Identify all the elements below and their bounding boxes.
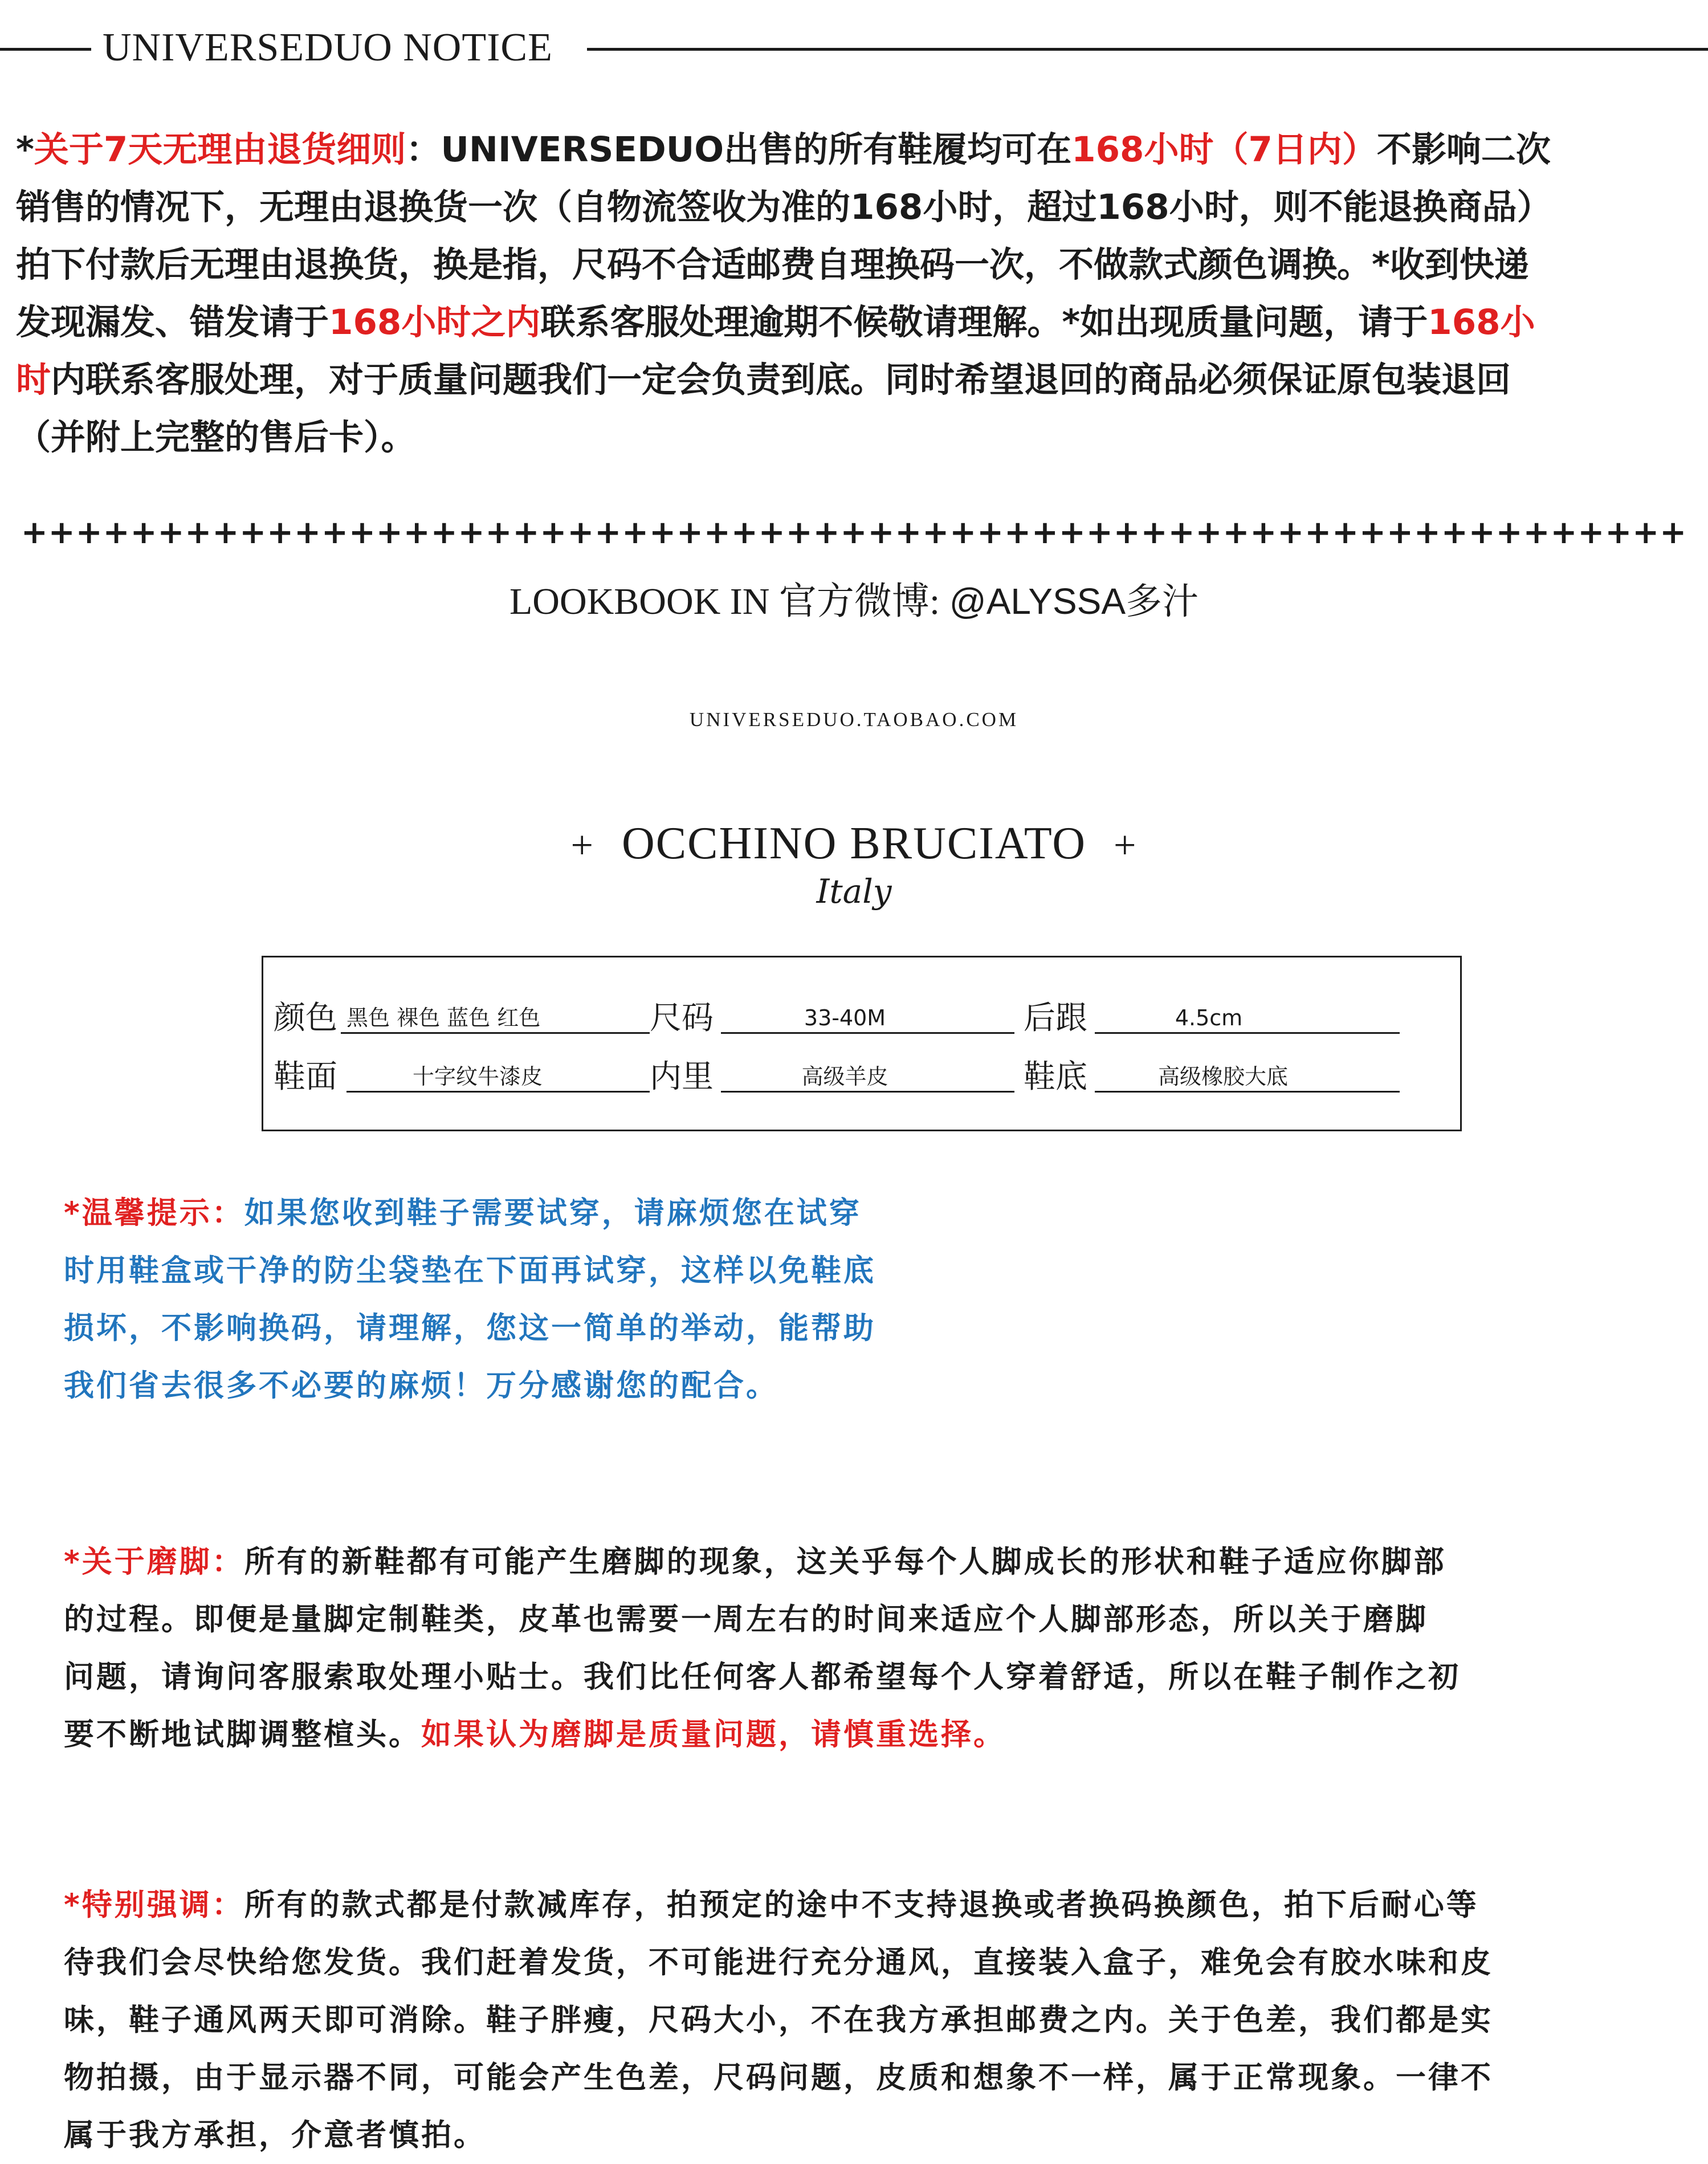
- spec-sole-value: 高级橡胶大底: [1157, 1064, 1288, 1089]
- weibo-handle[interactable]: @ALYSSA多汁: [949, 581, 1199, 622]
- policy-highlight-168h-quality: 168小 时: [16, 302, 1535, 400]
- fitting-tip-note: [64, 1184, 1044, 1415]
- notice-title: UNIVERSEDUO NOTICE: [91, 25, 564, 71]
- policy-text-4: 内联系客服处理，对于质量问题我们一定会负责到底。同时希望退回的商品必须保证原包装退回 （并附上完整的售后卡）。: [16, 360, 1511, 458]
- spec-size-value: 33-40M: [804, 1005, 886, 1030]
- blister-label: *关于磨脚：: [64, 1544, 244, 1579]
- fitting-tip-text: 如果您收到鞋子需要试穿，请麻烦您在试穿 时用鞋盒或干净的防尘袋垫在下面再试穿，这样以免鞋底 损坏，不影响换码，请理解，您这一简单的举动，能帮助 我们省去很多不必要的麻烦！万分感谢您的配合。: [64, 1196, 876, 1403]
- lookbook-prefix: LOOKBOOK IN 官方微博:: [509, 581, 940, 622]
- spec-heel-underline: [1095, 1032, 1400, 1034]
- brand-plus-right: +: [1114, 824, 1138, 867]
- spec-size: [650, 999, 1014, 1038]
- spec-color: [274, 999, 650, 1038]
- blister-note: [64, 1533, 1694, 1763]
- spec-upper-underline: [347, 1091, 650, 1093]
- header-rule-right: [587, 48, 1708, 51]
- spec-color-value: 黑色 裸色 蓝色 红色: [347, 1005, 541, 1030]
- spec-size-label: 尺码: [650, 1000, 714, 1037]
- lookbook-line: [0, 576, 1708, 627]
- special-note: [64, 1876, 1694, 2164]
- header-rule-left: [0, 48, 91, 51]
- special-label: *特别强调：: [64, 1888, 244, 1922]
- spec-color-label: 颜色: [274, 1000, 337, 1037]
- policy-text-2: 不影响二次 销售的情况下，无理由退换货一次（自物流签收为准的168小时，超过168小时，则不能退换商品） 拍下付款后无理由退换货，换是指，尺码不合适邮费自理换码一次，不做款式颜色调换。*收到快递 发现漏发、错发请于: [16, 129, 1552, 343]
- spec-heel-value: 4.5cm: [1175, 1005, 1243, 1030]
- spec-lining-underline: [721, 1091, 1014, 1093]
- spec-size-underline: [721, 1032, 1014, 1034]
- spec-sole-label: 鞋底: [1024, 1058, 1087, 1095]
- spec-upper-label: 鞋面: [274, 1058, 337, 1095]
- policy-highlight-168h: 168小时（7日内）: [1071, 129, 1377, 170]
- blister-warning: 如果认为磨脚是质量问题，请慎重选择。: [421, 1717, 1006, 1752]
- shop-url[interactable]: UNIVERSEDUO.TAOBAO.COM: [689, 708, 1019, 731]
- brand-origin: Italy: [816, 872, 892, 911]
- spec-table: [262, 956, 1462, 1131]
- spec-color-underline: [341, 1032, 650, 1034]
- policy-title: 关于7天无理由退货细则: [34, 129, 406, 170]
- brand-name: OCCHINO BRUCIATO: [621, 818, 1087, 869]
- spec-lining-label: 内里: [650, 1058, 714, 1095]
- spec-sole: [1024, 1057, 1400, 1097]
- spec-lining: [650, 1057, 1014, 1097]
- spec-lining-value: 高级羊皮: [801, 1064, 888, 1089]
- spec-upper-value: 十字纹牛漆皮: [412, 1064, 543, 1089]
- special-text: 所有的款式都是付款减库存，拍预定的途中不支持退换或者换码换颜色，拍下后耐心等 待我们会尽快给您发货。我们赶着发货，不可能进行充分通风，直接装入盒子，难免会有胶水味和皮 味，鞋子通风两天即可消除。鞋子胖瘦，尺码大小，不在我方承担邮费之内。关于色差，我们都是实 物拍摄，由于显示器不同，可能会产生色差，尺码问题，皮质和想象不一样，属于正常现象。一律不 属于我方承担，介意者慎拍。: [64, 1888, 1493, 2153]
- return-policy-paragraph: [16, 121, 1694, 466]
- spec-heel: [1024, 999, 1400, 1038]
- fitting-tip-label: *温馨提示：: [64, 1196, 244, 1230]
- brand-heading: [0, 818, 1708, 870]
- spec-heel-label: 后跟: [1024, 1000, 1087, 1037]
- spec-sole-underline: [1095, 1091, 1400, 1093]
- policy-star: *: [16, 129, 34, 170]
- spec-upper: [274, 1057, 650, 1097]
- policy-text-1: ：UNIVERSEDUO出售的所有鞋履均可在: [406, 129, 1072, 170]
- brand-plus-left: +: [570, 824, 594, 867]
- plus-divider: +++++++++++++++++++++++++++++++++++++++++++++++++++++++++++++: [21, 514, 1687, 551]
- policy-highlight-168h-within: 168小时之内: [329, 302, 541, 343]
- blister-text: 所有的新鞋都有可能产生磨脚的现象，这关乎每个人脚成长的形状和鞋子适应你脚部 的过程。即便是量脚定制鞋类，皮革也需要一周左右的时间来适应个人脚部形态，所以关于磨脚 问题，请询问客服索取处理小贴士。我们比任何客人都希望每个人穿着舒适，所以在鞋子制作之初 要不断地试脚调整楦头。: [64, 1544, 1461, 1752]
- policy-text-3: 联系客服处理逾期不候敬请理解。*如出现质量问题，请于: [540, 302, 1428, 343]
